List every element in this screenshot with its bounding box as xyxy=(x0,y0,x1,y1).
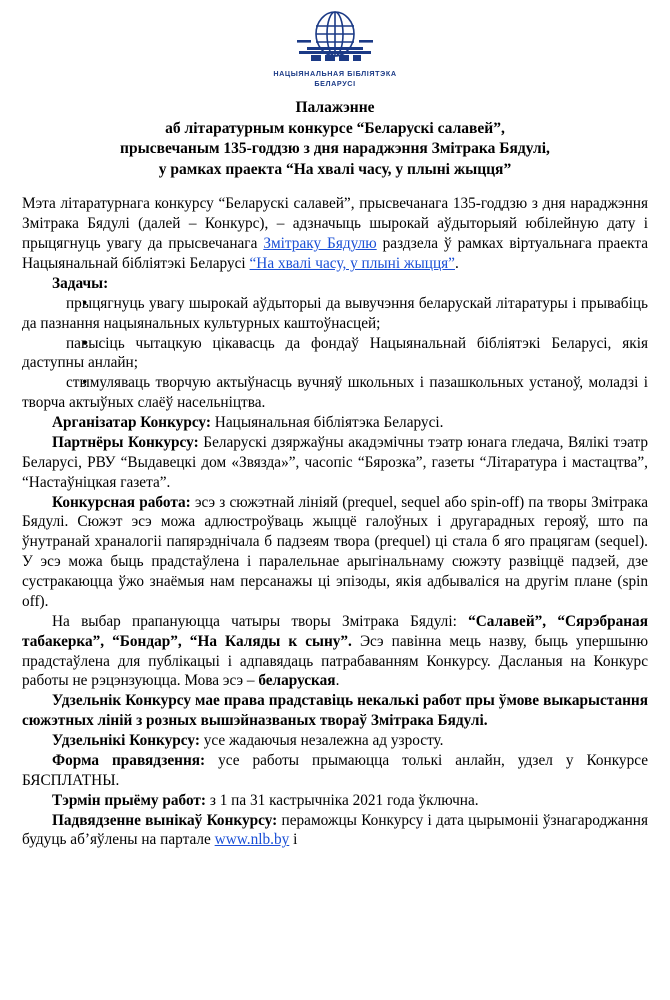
works-choice-paragraph xyxy=(22,612,648,692)
page-title xyxy=(22,98,648,180)
participants-label: Удзельнікі Конкурсу: xyxy=(52,732,200,750)
list-item xyxy=(22,334,648,374)
participants-paragraph xyxy=(22,731,648,751)
intro-paragraph xyxy=(22,194,648,274)
deadline-label: Тэрмін прыёму работ: xyxy=(52,791,206,809)
participants-text: усе жадаючыя незалежна ад узросту. xyxy=(199,732,444,750)
partners-text: Беларускі дзяржаўны акадэмічны тэатр юнага гледача, Вялікі тэатр Беларусі, РВУ “Выдавецкі дом «Звязда»”, часопіс “Бярозка”, газеты “Літаратура і мастацтва”, “Настаўніцкая газета”. xyxy=(22,433,649,491)
list-item xyxy=(22,294,648,334)
title-line-4: у рамках праекта “На хвалі часу, у плыні жыцця” xyxy=(158,160,512,178)
results-label: Падвядзенне вынікаў Конкурсу: xyxy=(52,811,278,829)
results-text-2: і xyxy=(289,831,298,849)
link-zmitrok-biadula[interactable]: Змітраку Бядулю xyxy=(263,235,377,253)
deadline-text: з 1 па 31 кастрычніка 2021 года ўключна. xyxy=(206,791,479,809)
competition-work-paragraph xyxy=(22,493,648,612)
intro-text-2: раздзела ў рамках віртуальнага праекта Нацыянальнай бібліятэкі Беларусі xyxy=(22,235,648,273)
choice-text-2: Эсэ павінна мець назву, быць упершыню прадстаўлена для публікацыі і адпавядаць патрабаванням Конкурсу. Дасланыя на Конкурс работы не рэцэнзуюцца. Мова эсэ – xyxy=(22,632,648,690)
intro-text-1: Мэта літаратурнага конкурсу “Беларускі салавей”, прысвечанага 135-годдзю з дня нараджэння Змітрака Бядулі (далей – Конкурс), – адзначыць шырокай аўдыторыяй юбілейную дату і прыцягнуць увагу да прысвечанага xyxy=(22,195,648,253)
title-line-2: аб літаратурным конкурсе “Беларускі салавей”, xyxy=(165,119,505,137)
organizer-text: Нацыянальная бібліятэка Беларусі. xyxy=(210,414,444,432)
form-paragraph xyxy=(22,751,648,791)
organizer-paragraph xyxy=(22,413,648,433)
logo-line-2: БЕЛАРУСІ xyxy=(314,79,356,88)
logo-line-1: НАЦЫЯНАЛЬНАЯ БІБЛІЯТЭКА xyxy=(273,69,397,78)
title-line-3: прысвечаным 135-годдзю з дня нараджэння Змітрака Бядулі, xyxy=(120,140,550,158)
library-logo xyxy=(22,10,648,88)
choice-text-3: . xyxy=(335,672,340,690)
multiple-works-paragraph: Удзельнік Конкурсу мае права прадставіць некалькі работ пры ўмове выкарыстання сюжэтных ліній з розных вышэйназваных твораў Змітрака Бядулі. xyxy=(22,692,648,730)
results-paragraph xyxy=(22,811,648,851)
link-project[interactable]: “На хвалі часу, у плыні жыцця” xyxy=(249,255,455,273)
work-text: эсэ з сюжэтнай лініяй (prequel, sequel або spin-off) па творы Змітрака Бядулі. Сюжэт эсэ можа адлюстроўваць жыццё галоўных і другарадных герояў, што па ўнутранай храналогіі папярэднічала б падзеям твора (prequel) ці стала б яго працягам (sequel). У эсэ можа быць прадстаўлена і паралельнае арыгінальнаму сюжэту развіццё падзей, дзе сустракаюцца ўжо знаёмыя нам персанажы ці эпізоды, якія адбываліся на другім плане (spin off). xyxy=(22,493,649,610)
form-text: усе работы прымаюцца толькі анлайн, удзел у Конкурсе БЯСПЛАТНЫ. xyxy=(22,751,648,789)
choice-language-bold: беларуская xyxy=(258,672,336,690)
choice-text-1: На выбар прапануюцца чатыры творы Змітрака Бядулі: xyxy=(52,612,469,630)
choice-works-bold: “Салавей”, “Сярэбраная табакерка”, “Бондар”, “На Каляды к сыну”. xyxy=(22,612,648,650)
tasks-list xyxy=(22,294,648,413)
task-text: павысіць чытацкую цікавасць да фондаў Нацыянальнай бібліятэкі Беларусі, якія даступны анлайн; xyxy=(22,334,648,372)
results-text-1: пераможцы Конкурсу і дата цырымоніі ўзнагароджання будуць аб’яўлены на партале xyxy=(22,811,648,849)
form-label: Форма правядзення: xyxy=(52,751,206,769)
deadline-paragraph xyxy=(22,791,648,811)
partners-label: Партнёры Конкурсу: xyxy=(52,433,199,451)
task-text: стымуляваць творчую актыўнасць вучняў школьных і пазашкольных устаноў, моладзі і творча актыўных слаёў насельніцтва. xyxy=(22,374,648,412)
organizer-label: Арганізатар Конкурсу: xyxy=(52,414,211,432)
link-nlb-by[interactable]: www.nlb.by xyxy=(214,831,290,849)
work-label: Конкурсная работа: xyxy=(52,493,191,511)
title-line-1: Палажэнне xyxy=(295,99,375,116)
tasks-heading: Задачы: xyxy=(52,274,109,292)
intro-text-3: . xyxy=(454,255,459,273)
list-item xyxy=(22,373,648,413)
globe-library-logo-icon xyxy=(287,10,383,68)
task-text: прыцягнуць увагу шырокай аўдыторыі да вывучэння беларускай літаратуры і прывабіць да пазнання нацыянальных культурных каштоўнасцей; xyxy=(22,294,648,332)
partners-paragraph xyxy=(22,433,648,493)
